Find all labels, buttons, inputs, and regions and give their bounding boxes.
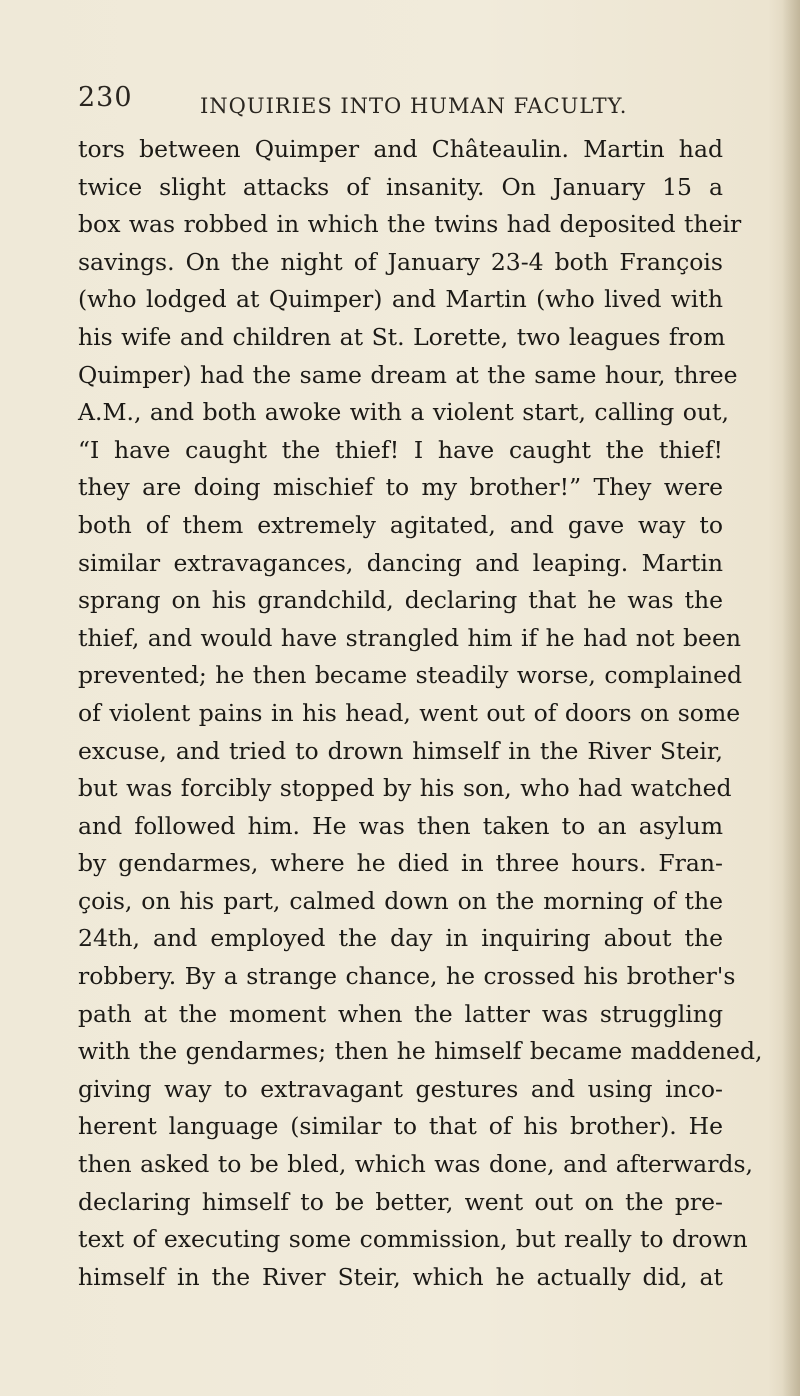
text-line: twice slight attacks of insanity. On January 15 a — [78, 172, 723, 201]
text-line: Quimper) had the same dream at the same hour, three — [78, 360, 738, 389]
text-line: of violent pains in his head, went out of doors on some — [78, 698, 741, 727]
text-line: similar extravagances, dancing and leaping. Martin — [78, 548, 723, 577]
text-line: prevented; he then became steadily worse, complained — [78, 661, 743, 690]
running-header — [78, 82, 738, 122]
text-line: they are doing mischief to my brother!” They were — [78, 473, 723, 502]
text-line: A.M., and both awoke with a violent start, calling out, — [78, 398, 729, 427]
text-line: with the gendarmes; then he himself became maddened, — [78, 1037, 763, 1066]
text-line: path at the moment when the latter was struggling — [78, 999, 723, 1028]
text-line: but was forcibly stopped by his son, who had watched — [78, 774, 732, 803]
text-line: declaring himself to be better, went out on the pre- — [78, 1187, 723, 1216]
page-edge-shadow — [782, 0, 800, 1396]
text-line: (who lodged at Quimper) and Martin (who lived with — [78, 285, 723, 314]
text-line: 24th, and employed the day in inquiring about the — [78, 924, 723, 953]
text-line: thief, and would have strangled him if he had not been — [78, 623, 741, 652]
text-line: “I have caught the thief! I have caught the thief! — [78, 435, 723, 464]
text-line: herent language (similar to that of his brother). He — [78, 1112, 723, 1141]
text-line: tors between Quimper and Châteaulin. Martin had — [78, 135, 723, 163]
running-title: INQUIRIES INTO HUMAN FACULTY. — [200, 94, 628, 118]
text-line: savings. On the night of January 23-4 both François — [78, 247, 723, 276]
text-line: himself in the River Steir, which he actually did, at — [78, 1262, 723, 1291]
text-line: and followed him. He was then taken to an asylum — [78, 811, 723, 840]
text-line: sprang on his grandchild, declaring that he was the — [78, 586, 723, 615]
text-line: excuse, and tried to drown himself in the River Steir, — [78, 736, 723, 765]
text-line: robbery. By a strange chance, he crossed his brother's — [78, 962, 736, 991]
text-line: box was robbed in which the twins had deposited their — [78, 210, 742, 239]
text-line: çois, on his part, calmed down on the morning of the — [78, 886, 723, 915]
text-line: text of executing some commission, but really to drown — [78, 1225, 748, 1254]
text-line: then asked to be bled, which was done, and afterwards, — [78, 1150, 753, 1179]
text-line: giving way to extravagant gestures and using inco- — [78, 1074, 723, 1103]
page-number: 230 — [78, 82, 133, 113]
text-line: by gendarmes, where he died in three hours. Fran- — [78, 849, 723, 878]
text-line: both of them extremely agitated, and gave way to — [78, 510, 723, 539]
body-text — [78, 131, 763, 1296]
text-line: his wife and children at St. Lorette, two leagues from — [78, 322, 726, 351]
